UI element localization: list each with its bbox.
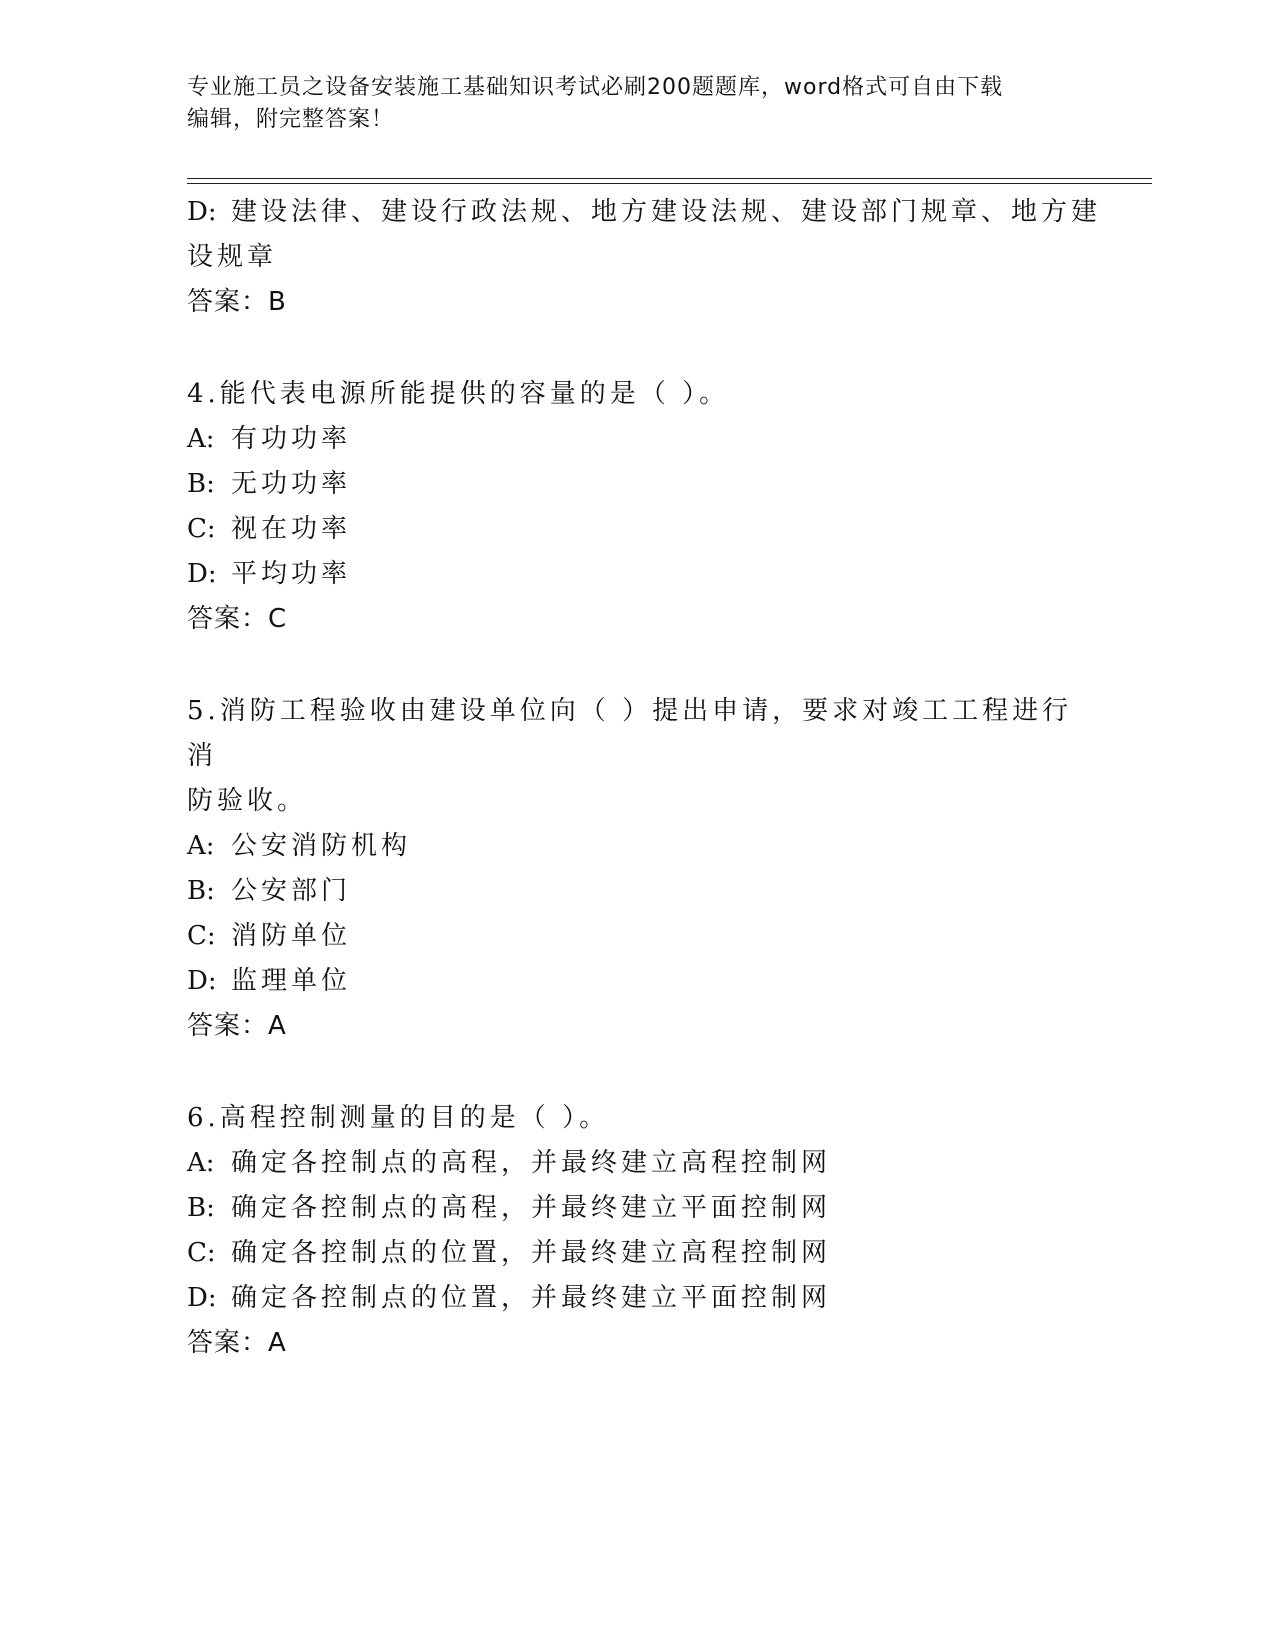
option-b <box>187 1186 1087 1231</box>
option-label: C: <box>187 514 216 544</box>
option-d <box>187 190 1102 235</box>
question-stem: 6.高程控制测量的目的是（ ）。 <box>187 1103 610 1133</box>
option-c <box>187 1231 1087 1276</box>
option-c <box>187 507 1087 552</box>
option-text: 确定各控制点的高程，并最终建立平面控制网 <box>231 1193 832 1223</box>
option-label: B: <box>187 1193 215 1223</box>
document-header <box>187 72 1067 136</box>
option-text: 确定各控制点的位置，并最终建立平面控制网 <box>231 1283 832 1313</box>
option-text: 公安部门 <box>231 876 352 906</box>
option-label: D: <box>187 197 217 227</box>
option-text: 建设法律、建设行政法规、地方建设法规、建设部门规章、地方建 <box>231 197 1102 227</box>
answer: 答案：B <box>187 287 287 317</box>
option-text: 确定各控制点的位置，并最终建立高程控制网 <box>231 1238 832 1268</box>
header-divider-top <box>187 178 1152 179</box>
option-text: 视在功率 <box>231 514 352 544</box>
option-text-continued: 设规章 <box>187 242 278 272</box>
question-6 <box>187 1096 1087 1366</box>
option-label: A: <box>187 831 215 861</box>
question-stem-line-1: 5.消防工程验收由建设单位向（ ）提出申请，要求对竣工工程进行消 <box>187 696 1073 771</box>
header-title-line-1: 专业施工员之设备安装施工基础知识考试必刷200题题库，word格式可自由下载 <box>187 75 1004 100</box>
option-text: 确定各控制点的高程，并最终建立高程控制网 <box>231 1148 832 1178</box>
answer: 答案：A <box>187 1011 287 1041</box>
option-text: 平均功率 <box>231 559 352 589</box>
option-label: B: <box>187 469 215 499</box>
header-divider-bottom <box>187 183 1152 184</box>
option-label: B: <box>187 876 215 906</box>
carryover-block <box>187 190 1102 325</box>
option-label: A: <box>187 1148 215 1178</box>
option-d <box>187 1276 1087 1321</box>
option-label: D: <box>187 559 217 589</box>
option-text: 公安消防机构 <box>231 831 412 861</box>
option-label: D: <box>187 1283 217 1313</box>
option-text: 有功功率 <box>231 424 352 454</box>
option-a <box>187 1141 1087 1186</box>
question-5 <box>187 689 1087 1049</box>
option-a <box>187 824 1087 869</box>
question-stem-line-2: 防验收。 <box>187 786 308 816</box>
question-4 <box>187 372 1087 642</box>
option-text: 监理单位 <box>231 966 352 996</box>
option-b <box>187 462 1087 507</box>
option-text: 无功功率 <box>231 469 352 499</box>
option-label: C: <box>187 1238 216 1268</box>
option-d <box>187 552 1087 597</box>
option-label: A: <box>187 424 215 454</box>
option-label: D: <box>187 966 217 996</box>
option-c <box>187 914 1087 959</box>
option-a <box>187 417 1087 462</box>
answer: 答案：A <box>187 1328 287 1358</box>
option-b <box>187 869 1087 914</box>
answer: 答案：C <box>187 604 288 634</box>
option-label: C: <box>187 921 216 951</box>
question-stem: 4.能代表电源所能提供的容量的是（ ）。 <box>187 379 730 409</box>
option-d <box>187 959 1087 1004</box>
option-text: 消防单位 <box>231 921 352 951</box>
header-title-line-2: 编辑，附完整答案！ <box>187 107 395 132</box>
question-content <box>187 190 1102 1366</box>
